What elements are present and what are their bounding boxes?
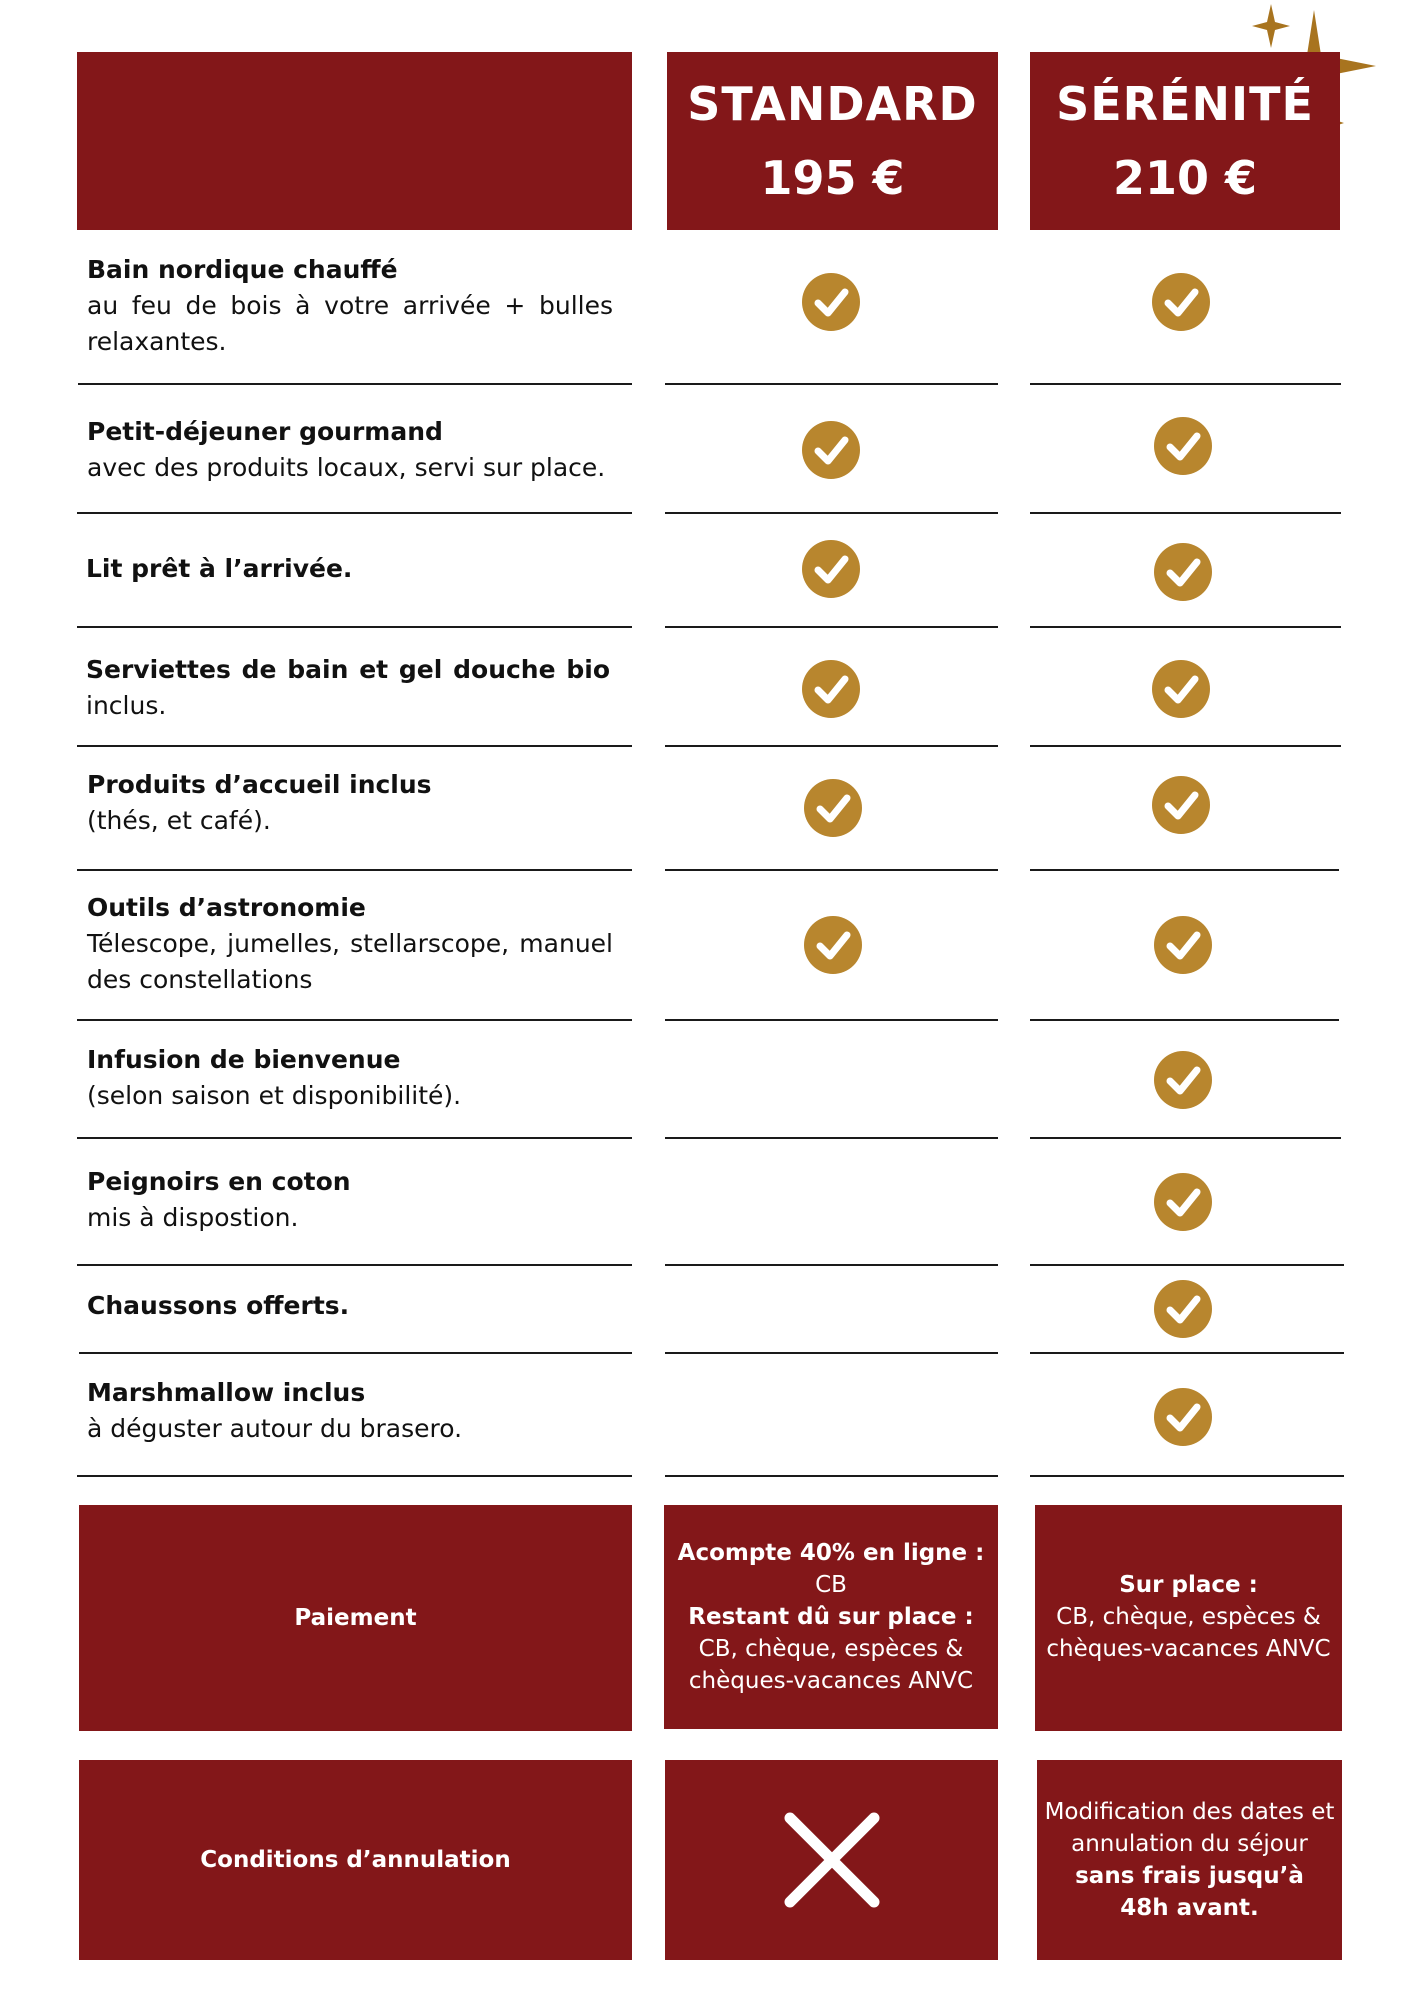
feature-description: (thés, et café). bbox=[87, 806, 271, 835]
divider bbox=[665, 1137, 998, 1139]
check-icon bbox=[1152, 273, 1210, 331]
feature-row bbox=[87, 1042, 613, 1114]
plan-header-standard bbox=[667, 52, 998, 230]
divider bbox=[77, 745, 632, 747]
divider bbox=[665, 512, 998, 514]
feature-description: mis à dispostion. bbox=[87, 1203, 299, 1232]
check-icon bbox=[1154, 1280, 1212, 1338]
feature-description: (selon saison et disponibilité). bbox=[87, 1081, 462, 1110]
plan-name-serenite: SÉRÉNITÉ bbox=[1056, 77, 1314, 131]
cancellation-serenite-bold: sans frais jusqu’à 48h avant. bbox=[1075, 1863, 1304, 1921]
check-icon bbox=[1154, 1051, 1212, 1109]
feature-row bbox=[87, 1288, 613, 1324]
plan-name-standard: STANDARD bbox=[687, 77, 978, 131]
cancellation-standard-box bbox=[665, 1760, 998, 1960]
check-icon bbox=[802, 273, 860, 331]
divider bbox=[1030, 626, 1341, 628]
header-blank-box bbox=[77, 52, 632, 230]
divider bbox=[1030, 383, 1341, 385]
payment-label-box bbox=[79, 1505, 632, 1731]
cancellation-label-box bbox=[79, 1760, 632, 1960]
divider bbox=[77, 1264, 632, 1266]
divider bbox=[77, 869, 632, 871]
payment-deposit-method: CB bbox=[815, 1572, 847, 1598]
payment-balance-label: Restant dû sur place : bbox=[688, 1604, 974, 1630]
feature-title: Peignoirs en coton bbox=[87, 1167, 351, 1196]
plan-price-standard: 195 € bbox=[760, 151, 905, 205]
feature-description: à déguster autour du brasero. bbox=[87, 1414, 463, 1443]
feature-description: inclus. bbox=[86, 691, 167, 720]
check-icon bbox=[1154, 916, 1212, 974]
check-icon bbox=[1154, 1388, 1212, 1446]
divider bbox=[77, 1475, 632, 1477]
feature-title: Infusion de bienvenue bbox=[87, 1045, 401, 1074]
payment-deposit-label: Acompte 40% en ligne : bbox=[677, 1540, 985, 1566]
cancellation-serenite-box bbox=[1037, 1760, 1342, 1960]
check-icon bbox=[802, 660, 860, 718]
divider bbox=[665, 1019, 998, 1021]
feature-row bbox=[87, 767, 613, 839]
check-icon bbox=[802, 540, 860, 598]
feature-row bbox=[87, 414, 613, 486]
feature-description: au feu de bois à votre arrivée + bulles relaxantes. bbox=[87, 291, 613, 356]
feature-row bbox=[87, 1164, 613, 1236]
divider bbox=[665, 1264, 998, 1266]
divider bbox=[1030, 512, 1341, 514]
divider bbox=[1030, 1475, 1344, 1477]
divider bbox=[78, 383, 632, 385]
feature-row bbox=[86, 652, 610, 724]
feature-row bbox=[87, 252, 613, 360]
payment-label: Paiement bbox=[294, 1605, 417, 1631]
check-icon bbox=[1154, 543, 1212, 601]
feature-description: Télescope, jumelles, stellarscope, manuel des constellations bbox=[87, 929, 613, 994]
check-icon bbox=[804, 779, 862, 837]
divider bbox=[77, 512, 632, 514]
divider bbox=[79, 1352, 632, 1354]
feature-description: avec des produits locaux, servi sur place. bbox=[87, 453, 606, 482]
divider bbox=[665, 745, 998, 747]
divider bbox=[77, 1019, 632, 1021]
cancellation-label: Conditions d’annulation bbox=[200, 1847, 511, 1873]
divider bbox=[665, 383, 998, 385]
divider bbox=[1030, 1019, 1339, 1021]
plan-price-serenite: 210 € bbox=[1112, 151, 1258, 205]
divider bbox=[1030, 1137, 1341, 1139]
feature-row bbox=[86, 551, 612, 587]
feature-title: Serviettes de bain et gel douche bio bbox=[86, 655, 610, 684]
divider bbox=[1030, 1264, 1344, 1266]
check-icon bbox=[1152, 660, 1210, 718]
payment-serenite-box bbox=[1035, 1505, 1342, 1731]
feature-title: Marshmallow inclus bbox=[87, 1378, 366, 1407]
divider bbox=[665, 869, 998, 871]
divider bbox=[1030, 1352, 1344, 1354]
divider bbox=[1030, 745, 1341, 747]
check-icon bbox=[804, 916, 862, 974]
cancellation-serenite-text: Modification des dates et annulation du séjour bbox=[1044, 1799, 1335, 1857]
feature-title: Petit-déjeuner gourmand bbox=[87, 417, 443, 446]
divider bbox=[77, 626, 632, 628]
divider bbox=[665, 1352, 998, 1354]
divider bbox=[665, 626, 998, 628]
payment-serenite-label: Sur place : bbox=[1119, 1572, 1258, 1598]
payment-standard-box bbox=[664, 1505, 998, 1729]
check-icon bbox=[1152, 776, 1210, 834]
feature-title: Chaussons offerts. bbox=[87, 1291, 350, 1320]
cross-icon bbox=[780, 1808, 884, 1912]
check-icon bbox=[802, 421, 860, 479]
plan-header-serenite bbox=[1030, 52, 1340, 230]
feature-title: Outils d’astronomie bbox=[87, 893, 366, 922]
payment-balance-methods: CB, chèque, espèces & chèques-vacances ANVC bbox=[688, 1636, 974, 1694]
payment-serenite-methods: CB, chèque, espèces & chèques-vacances ANVC bbox=[1046, 1604, 1331, 1662]
feature-title: Lit prêt à l’arrivée. bbox=[86, 554, 353, 583]
feature-row bbox=[87, 890, 613, 998]
feature-title: Produits d’accueil inclus bbox=[87, 770, 432, 799]
check-icon bbox=[1154, 417, 1212, 475]
feature-row bbox=[87, 1375, 613, 1447]
feature-title: Bain nordique chauffé bbox=[87, 255, 398, 284]
check-icon bbox=[1154, 1173, 1212, 1231]
divider bbox=[665, 1475, 998, 1477]
divider bbox=[77, 1137, 632, 1139]
divider bbox=[1030, 869, 1339, 871]
